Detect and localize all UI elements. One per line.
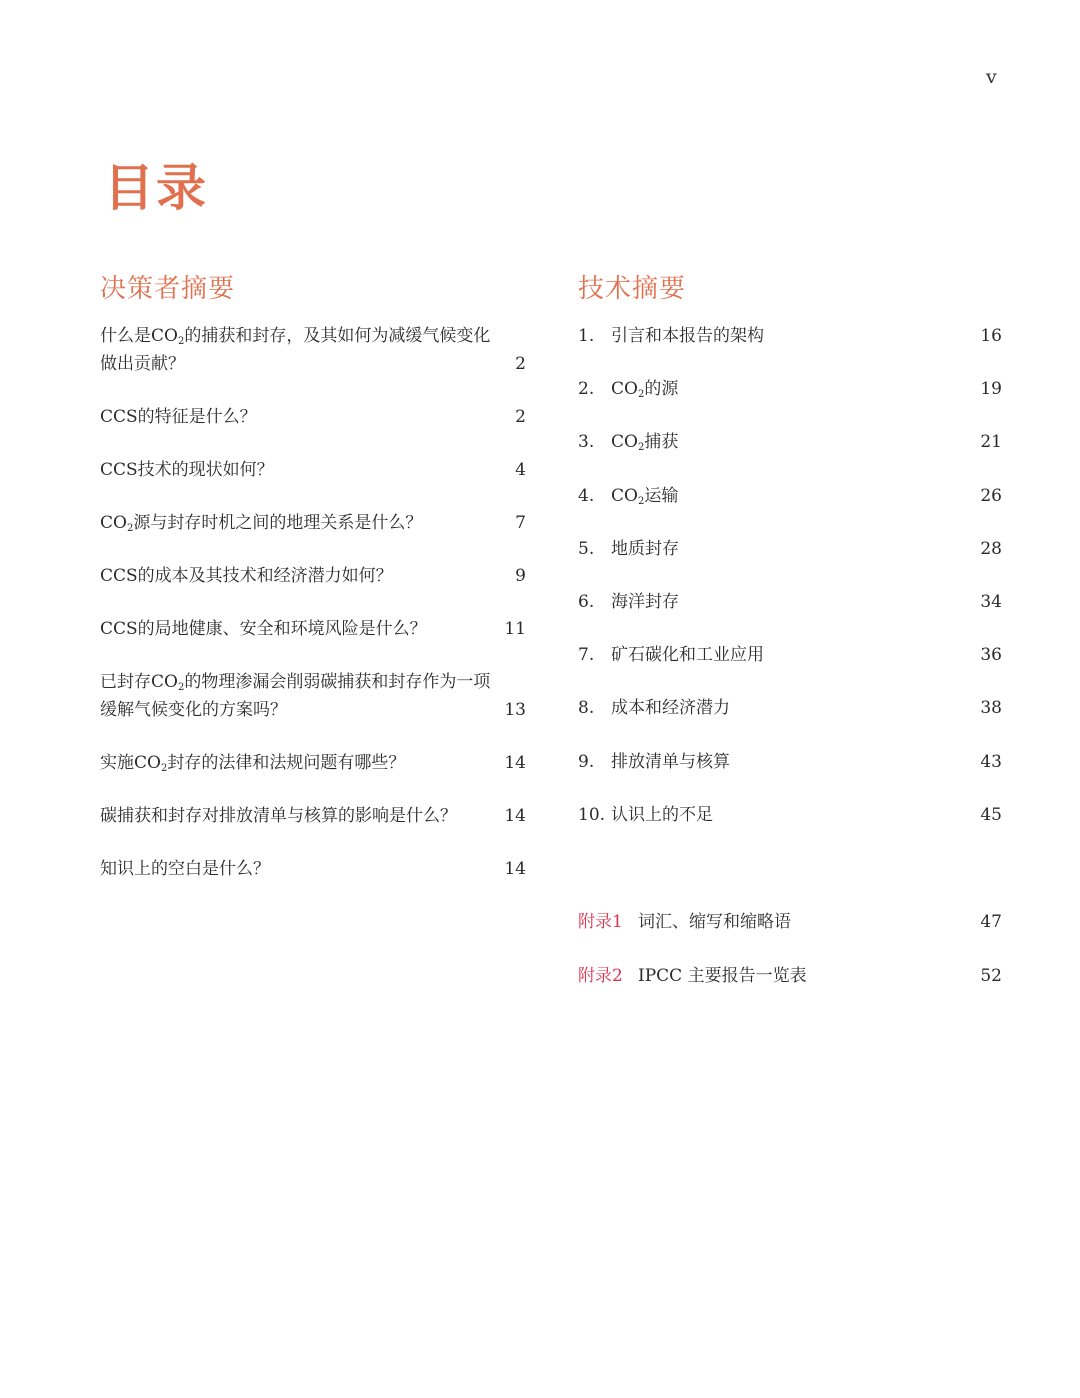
toc-entry[interactable]: 2. $CO_2$的源 19: [578, 375, 1002, 403]
toc-page-number: 13: [504, 700, 526, 720]
toc-entry[interactable]: 3. $CO_2$捕获 21: [578, 428, 1002, 456]
page-number: v: [986, 66, 997, 88]
toc-entry[interactable]: 10. 认识上的不足 45: [578, 801, 1002, 829]
toc-page-number: 34: [980, 591, 1002, 612]
toc-technical: [578, 322, 1002, 854]
toc-entry[interactable]: 1. 引言和本报告的架构 16: [578, 322, 1002, 350]
toc-page-number: 4: [515, 460, 526, 480]
toc-entry[interactable]: CCS的特征是什么？ 2: [100, 403, 526, 431]
toc-page-number: 21: [980, 432, 1002, 453]
toc-entry[interactable]: 6. 海洋封存 34: [578, 588, 1002, 616]
annex-label: 附录2: [578, 965, 623, 986]
page-title: 目录: [104, 159, 208, 217]
toc-page-number: 14: [504, 753, 526, 773]
toc-page-number: 14: [504, 806, 526, 826]
toc-page-number: 36: [980, 645, 1002, 666]
toc-entry[interactable]: 碳捕获和封存对排放清单与核算的影响是什么？ 14: [100, 802, 526, 830]
annex-entry[interactable]: 附录2 IPCC 主要报告一览表 52: [578, 962, 1002, 990]
toc-page-number: 14: [504, 859, 526, 879]
toc-entry[interactable]: 5. 地质封存 28: [578, 535, 1002, 563]
toc-page-number: 2: [515, 354, 526, 374]
toc-page-number: 43: [980, 751, 1002, 772]
toc-page-number: 11: [504, 619, 526, 639]
toc-entry[interactable]: 4. $CO_2$运输 26: [578, 482, 1002, 510]
toc-page-number: 26: [980, 485, 1002, 506]
toc-entry[interactable]: 已封存$CO_2$的物理渗漏会削弱碳捕获和封存作为一项 缓解气候变化的方案吗？ 13: [100, 668, 526, 724]
toc-page-number: 45: [980, 804, 1002, 825]
toc-page-number: 16: [980, 326, 1002, 346]
toc-page-number: 47: [980, 912, 1002, 932]
toc-page-number: 9: [515, 566, 526, 586]
toc-page-number: 52: [980, 965, 1002, 986]
toc-annexes: [578, 908, 1002, 1015]
toc-entry[interactable]: 知识上的空白是什么？ 14: [100, 855, 526, 883]
section-heading-policymakers: 决策者摘要: [100, 274, 236, 304]
toc-entry[interactable]: $CO_2$源与封存时机之间的地理关系是什么？ 7: [100, 509, 526, 537]
toc-entry[interactable]: 实施$CO_2$封存的法律和法规问题有哪些？ 14: [100, 749, 526, 777]
toc-page-number: 38: [980, 698, 1002, 719]
annex-label: 附录1: [578, 912, 623, 932]
toc-entry[interactable]: 什么是$CO_2$的捕获和封存，及其如何为减缓气候变化 做出贡献？ 2: [100, 322, 526, 378]
toc-entry[interactable]: 8. 成本和经济潜力 38: [578, 694, 1002, 722]
toc-policymakers: [100, 322, 526, 908]
toc-page-number: 2: [515, 407, 526, 427]
toc-entry[interactable]: CCS的局地健康、安全和环境风险是什么？ 11: [100, 615, 526, 643]
toc-entry[interactable]: CCS的成本及其技术和经济潜力如何？ 9: [100, 562, 526, 590]
toc-entry[interactable]: CCS技术的现状如何？ 4: [100, 456, 526, 484]
toc-page-number: 19: [980, 379, 1002, 400]
toc-page-number: 28: [980, 538, 1002, 559]
toc-entry[interactable]: 9. 排放清单与核算 43: [578, 748, 1002, 776]
toc-entry[interactable]: 7. 矿石碳化和工业应用 36: [578, 641, 1002, 669]
toc-page-number: 7: [515, 513, 526, 533]
section-heading-technical: 技术摘要: [578, 274, 687, 304]
annex-entry[interactable]: 附录1 词汇、缩写和缩略语 47: [578, 908, 1002, 936]
